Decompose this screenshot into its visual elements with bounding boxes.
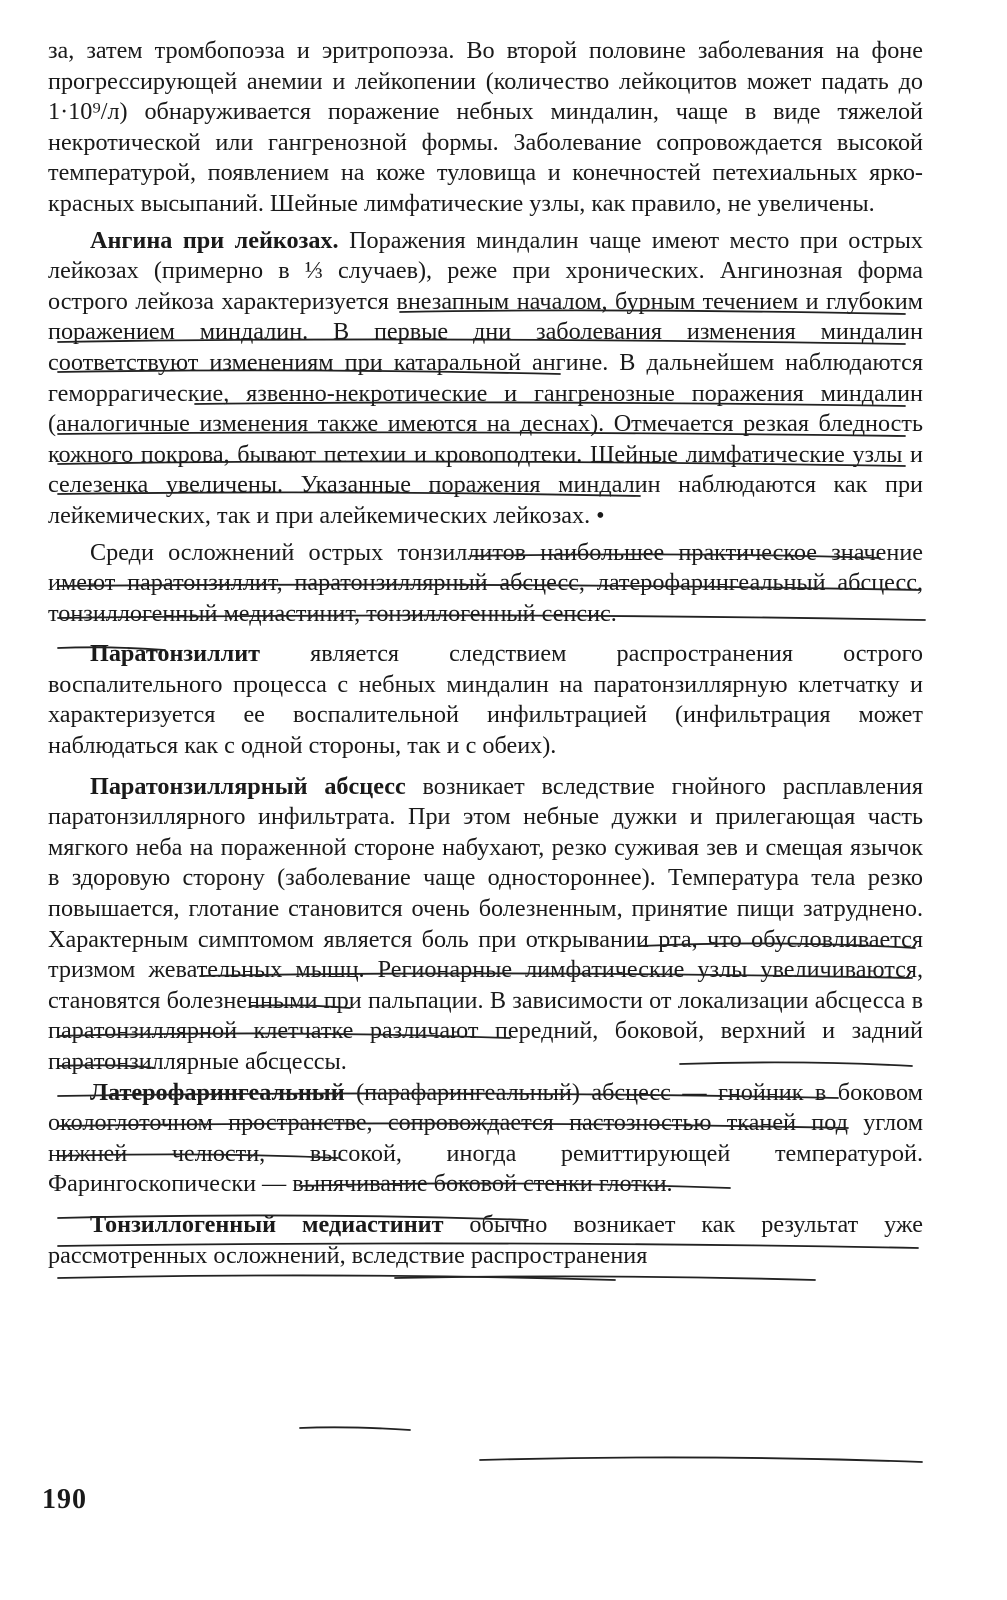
paragraph-text: возникает вследствие гнойного расплавления паратонзиллярного инфильтрата. При этом небные дужки и прилегающая часть мягкого неба на пораженной стороне набухают, резко суживая зев и смещая язычок в здоровую сторону (заболевание чаще одностороннее). Температура тела резко повышается, глотание становится очень болезненным, принятие пищи затруднено. Характерным симптомом является боль при открывании рта, что обусловливается тризмом жевательных мышц. Регионарные лимфатические узлы увеличиваются, становятся болезненными при пальпации. В зависимости от локализации абсцесса в паратонзиллярной клетчатке различают передний, боковой, верхний и задний паратонзиллярные абсцессы. (48, 772, 923, 1075)
term-heading: Тонзиллогенный медиастинит (90, 1210, 444, 1238)
book-page (48, 36, 923, 1271)
pencil-underline (300, 1427, 410, 1430)
paragraph-paratonsillitis (48, 639, 923, 761)
pencil-underline (58, 1275, 615, 1280)
paragraph-text: за, затем тромбопоэза и эритропоэза. Во второй половине заболевания на фоне прогрессирующей анемии и лейкопении (количество лейкоцитов может падать до 1·10⁹/л) обнаруживается поражение небных миндалин, чаще в виде тяжелой некротической или гангренозной формы. Заболевание сопровождается высокой температурой, появлением на коже туловища и конечностей петехиальных ярко-красных высыпаний. Шейные лимфатические узлы, как правило, не увеличены. (48, 37, 923, 217)
paragraph-text: обычно возникает как результат уже рассмотренных осложнений, вследствие распространения (48, 1210, 923, 1269)
paragraph-text: является следствием распространения острого воспалительного процесса с небных миндалин на паратонзиллярную клетчатку и характеризуется ее воспалительной инфильтрацией (инфильтрация может наблюдаться как с одной стороны, так и с обеих). (48, 640, 923, 760)
paragraph-laterpharyngeal-abscess (48, 1078, 923, 1200)
pencil-underline (480, 1457, 922, 1462)
pencil-underline (395, 1276, 815, 1280)
paragraph-text: Среди осложнений острых тонзиллитов наибольшее практическое значение имеют паратонзиллит, паратонзиллярный абсцесс, латерофарингеальный абсцесс, тонзиллогенный медиастинит, тонзиллогенный сепсис. (48, 538, 923, 627)
term-heading: Ангина при лейкозах. (90, 226, 339, 254)
paragraph-angina-leukosis (48, 226, 923, 532)
page-number: 190 (42, 1484, 87, 1515)
paragraph-paratonsillar-abscess (48, 772, 923, 1078)
paragraph-text: (парафарингеальный) абсцесс — гнойник в боковом окологлоточном пространстве, сопровождается пастозностью тканей под углом нижней челюсти, высокой, иногда ремиттирующей температурой. Фарингоскопически — выпячивание боковой стенки глотки. (48, 1078, 923, 1198)
paragraph-complications (48, 538, 923, 630)
paragraph-mediastinitis (48, 1210, 923, 1271)
term-heading: Латерофарингеальный (90, 1078, 345, 1106)
paragraph-text: Поражения миндалин чаще имеют место при острых лейкозах (примерно в ⅓ случаев), реже при хронических. Ангинозная форма острого лейкоза характеризуется внезапным началом, бурным течением и глубоким поражением миндалин. В первые дни заболевания изменения миндалин соответствуют изменениям при катаральной ангине. В дальнейшем наблюдаются геморрагические, язвенно-некротические и гангренозные поражения миндалин (аналогичные изменения также имеются на деснах). Отмечается резкая бледность кожного покрова, бывают петехии и кровоподтеки. Шейные лимфатические узлы и селезенка увеличены. Указанные поражения миндалин наблюдаются как при лейкемических, так и при алейкемических лейкозах. • (48, 226, 923, 529)
paragraph-continuation (48, 36, 923, 220)
term-heading: Паратонзиллярный абсцесс (90, 772, 406, 800)
term-heading: Паратонзиллит (90, 640, 261, 668)
